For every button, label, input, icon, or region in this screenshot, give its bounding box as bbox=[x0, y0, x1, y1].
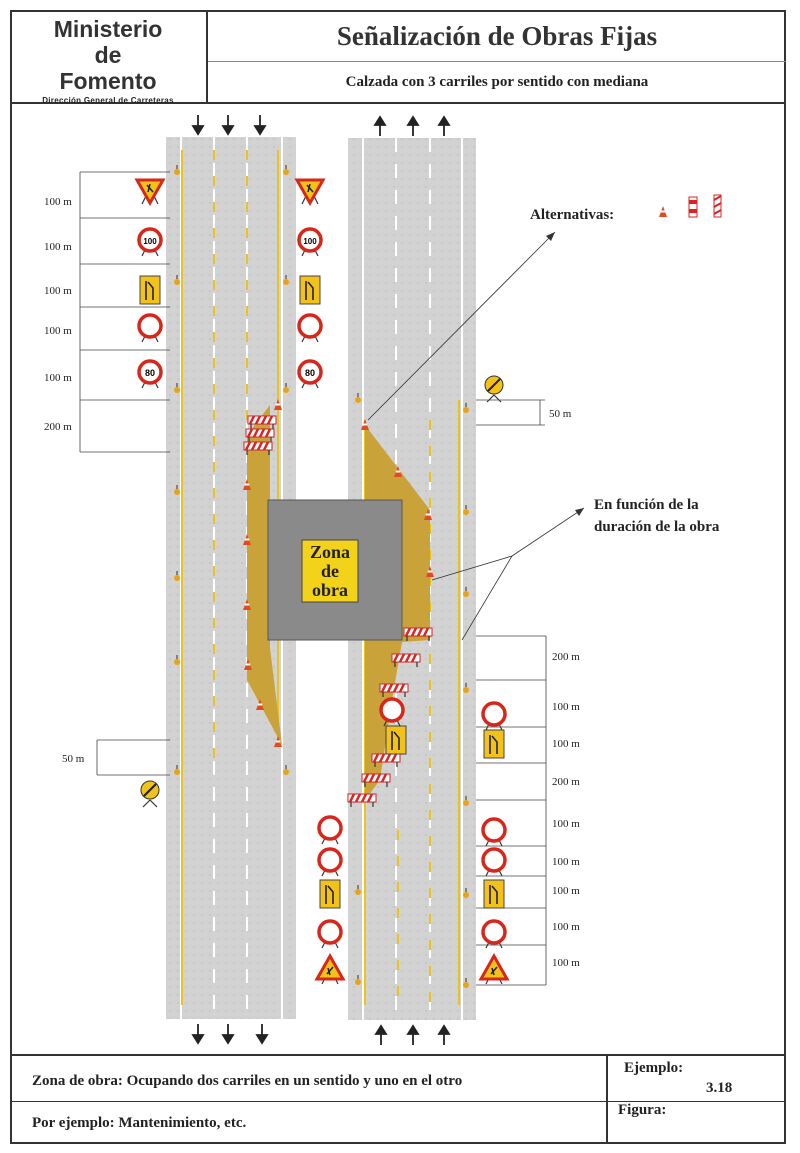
left-dist-7: 50 m bbox=[62, 753, 85, 765]
speed-sign-label-3: 100 bbox=[303, 237, 317, 246]
figure-box bbox=[608, 1102, 784, 1144]
ministry-line-2: de bbox=[94, 42, 122, 68]
left-dist-2: 100 m bbox=[44, 241, 72, 253]
left-dist-6: 200 m bbox=[44, 421, 72, 433]
left-dimensions bbox=[80, 172, 170, 775]
right-dist-6: 100 m bbox=[552, 856, 580, 868]
left-dist-4: 100 m bbox=[44, 325, 72, 337]
alternatives-icons bbox=[659, 195, 721, 217]
example-number: 3.18 bbox=[706, 1080, 733, 1096]
duration-label-2: duración de la obra bbox=[594, 519, 720, 535]
example-box bbox=[608, 1056, 784, 1102]
ministry-line-1: Ministerio bbox=[53, 16, 163, 42]
footer bbox=[10, 1054, 786, 1144]
right-dist-top: 50 m bbox=[549, 408, 572, 420]
page-subtitle: Calzada con 3 carriles por sentido con mediana bbox=[208, 62, 786, 104]
speed-sign-label-2: 80 bbox=[144, 368, 156, 378]
left-dist-1: 100 m bbox=[44, 196, 72, 208]
duration-label-1: En función de la bbox=[594, 497, 699, 513]
right-dist-4: 200 m bbox=[552, 776, 580, 788]
figure-label: Figura: bbox=[618, 1102, 667, 1118]
example-label: Ejemplo: bbox=[624, 1060, 684, 1076]
right-dist-1: 200 m bbox=[552, 651, 580, 663]
right-dist-2: 100 m bbox=[552, 701, 580, 713]
right-dist-7: 100 m bbox=[552, 885, 580, 897]
right-dist-9: 100 m bbox=[552, 957, 580, 969]
speed-sign-label-1: 100 bbox=[143, 237, 157, 246]
ministry-subtitle: Dirección General de Carreteras bbox=[42, 96, 174, 105]
zone-line-3: obra bbox=[312, 580, 348, 600]
ministry-line-3: Fomento bbox=[59, 68, 157, 94]
left-dist-3: 100 m bbox=[44, 285, 72, 297]
page-title: Señalización de Obras Fijas bbox=[208, 10, 786, 62]
zone-description: Zona de obra: Ocupando dos carriles en un sentido y uno en el otro bbox=[10, 1056, 608, 1102]
right-dist-5: 100 m bbox=[552, 818, 580, 830]
example-description: Por ejemplo: Mantenimiento, etc. bbox=[10, 1102, 608, 1144]
zone-line-1: Zona bbox=[309, 542, 351, 562]
right-dist-3: 100 m bbox=[552, 738, 580, 750]
speed-sign-label-4: 80 bbox=[304, 368, 316, 378]
right-dist-8: 100 m bbox=[552, 921, 580, 933]
zone-line-2: de bbox=[321, 561, 339, 581]
alternatives-label: Alternativas: bbox=[530, 207, 615, 223]
left-dist-5: 100 m bbox=[44, 372, 72, 384]
duration-leader bbox=[512, 508, 584, 556]
